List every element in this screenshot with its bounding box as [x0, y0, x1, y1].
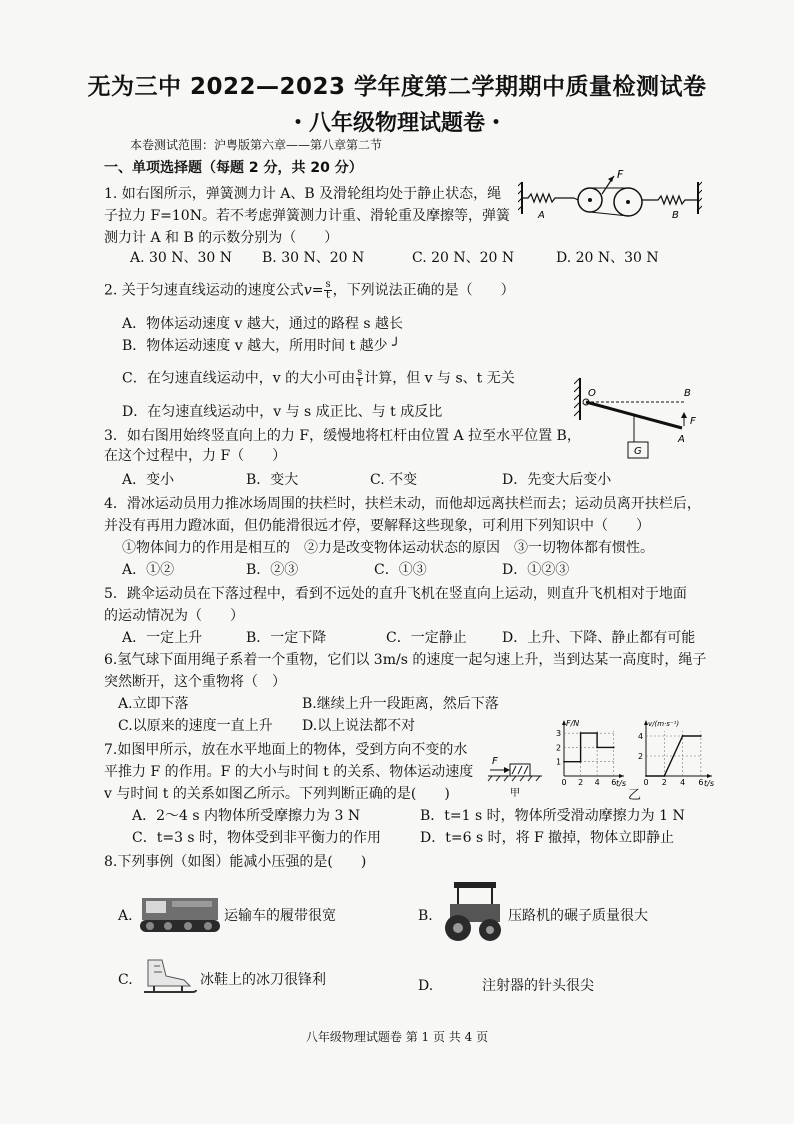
q2-option-c-fraction-den: t: [357, 378, 362, 389]
q3-fig-label-b: B: [684, 388, 691, 399]
q8-option-c-letter: C.: [118, 972, 133, 988]
q3-lever-figure: [574, 376, 704, 464]
q8-option-d: 注射器的针头很尖: [482, 978, 594, 994]
q7-line1: 7.如图甲所示，放在水平地面上的物体，受到方向不变的水: [104, 742, 468, 758]
section-heading: 一、单项选择题（每题 2 分，共 20 分）: [104, 160, 363, 176]
chart-v-point-0: [645, 775, 647, 777]
q2-stem: [104, 280, 515, 301]
q4-line2: 并没有再用力蹬冰面，但仍能滑很远才停，要解释这些现象，可利用下列知识中（ ）: [104, 518, 650, 534]
page-footer: 八年级物理试题卷 第 1 页 共 4 页: [305, 1030, 489, 1044]
q3-line2: 在这个过程中，力 F（ ）: [104, 448, 287, 464]
q2-stem-text-b: ，下列说法正确的是（ ）: [332, 282, 515, 299]
road-roller-icon: [440, 880, 506, 944]
q1-pulley-figure: [518, 168, 702, 228]
chart-f-point-2: [580, 732, 582, 734]
chart-v-point-2: [682, 735, 684, 737]
q6-option-b: B.继续上升一段距离，然后下落: [302, 696, 499, 712]
chart-v-xtick-0: 0: [643, 778, 649, 787]
chart-f-xtick-3: 6: [611, 778, 617, 787]
chart-v-point-3: [700, 735, 702, 737]
q3-fig-label-f: F: [690, 416, 696, 427]
q7-option-c: C．t=3 s 时，物体受到非平衡力的作用: [132, 830, 382, 846]
q6-option-d: D.以上说法都不对: [302, 718, 416, 734]
chart-v-xtick-1: 2: [661, 778, 667, 787]
q2-option-b: B．物体运动速度 v 越大，所用时间 t 越少 ╯: [122, 338, 401, 354]
q1-line2: 子拉力 F=10N。若不考虑弹簧测力计重、滑轮重及摩擦等，弹簧: [104, 208, 510, 224]
chart-f-point-0: [563, 761, 565, 763]
chart-v-xtick-2: 4: [680, 778, 686, 787]
chart-f-point-3: [596, 732, 598, 734]
crawler-truck-icon: [138, 892, 222, 938]
q7-figure-jia: [486, 750, 546, 798]
chart-f-xtick-0: 0: [561, 778, 567, 787]
q2-formula-eq: =: [311, 282, 324, 299]
exam-scope: 本卷测试范围：沪粤版第六章——第八章第二节: [130, 138, 383, 152]
q5-option-b: B．一定下降: [246, 630, 327, 646]
ice-skate-icon: [140, 956, 200, 1000]
q3-fig-label-g: G: [634, 446, 642, 457]
q7-option-d: D．t=6 s 时，将 F 撤掉，物体立即静止: [420, 830, 675, 846]
q3-option-a: A．变小: [122, 472, 175, 488]
q8-stem: 8.下列事例（如图）能减小压强的是( ): [104, 854, 367, 870]
q8-option-a-letter: A.: [118, 908, 133, 924]
q1-fig-label-b: B: [672, 210, 679, 221]
q5-option-a: A．一定上升: [122, 630, 203, 646]
q2-option-c-text-b: 计算，但 v 与 s、t 无关: [364, 370, 515, 387]
chart-f-point-1: [580, 761, 582, 763]
q2-fraction-den: t: [326, 290, 331, 301]
q2-formula-fraction: [324, 280, 331, 301]
exam-title: 无为三中 2022—2023 学年度第二学期期中质量检测试卷: [87, 74, 707, 100]
q1-option-c: C. 20 N、20 N: [412, 250, 515, 266]
q1-option-d: D. 20 N、30 N: [556, 250, 659, 266]
chart-v-ytick-1: 4: [638, 732, 644, 741]
q3-option-c: C. 不变: [370, 472, 418, 488]
q8-option-d-letter: D.: [418, 978, 434, 994]
chart-v-ytick-0: 2: [638, 752, 644, 761]
q7-line3: v 与时间 t 的关系如图乙所示。下列判断正确的是( ): [104, 786, 450, 802]
q7-chart-force-time: [552, 716, 628, 788]
q7-chart-velocity-time: [632, 716, 718, 788]
q1-line3: 测力计 A 和 B 的示数分别为（ ）: [104, 230, 339, 246]
q8-option-b-letter: B.: [418, 908, 433, 924]
chart-v-ylabel: v/(m·s⁻¹): [648, 720, 680, 728]
q2-stem-text-a: 2. 关于匀速直线运动的速度公式: [104, 282, 304, 299]
chart-f-xlabel: t/s: [616, 779, 626, 788]
q4-option-d: D．①②③: [502, 562, 570, 578]
q5-option-d: D．上升、下降、静止都有可能: [502, 630, 696, 646]
chart-f-ytick-2: 3: [556, 729, 562, 739]
q6-option-c: C.以原来的速度一直上升: [118, 718, 273, 734]
chart-v-xtick-3: 6: [698, 778, 704, 787]
q7-fig-label-f: F: [492, 756, 498, 767]
q3-fig-label-o: O: [588, 388, 596, 399]
q8-option-c: 冰鞋上的冰刀很锋利: [200, 972, 326, 988]
q5-option-c: C．一定静止: [386, 630, 467, 646]
q3-option-d: D．先变大后变小: [502, 472, 612, 488]
q5-line2: 的运动情况为（ ）: [104, 608, 244, 624]
q4-option-a: A．①②: [122, 562, 175, 578]
chart-v-point-1: [663, 775, 665, 777]
q2-formula-v: v: [303, 282, 312, 299]
q2-option-a: A．物体运动速度 v 越大，通过的路程 s 越长: [122, 316, 404, 332]
q1-option-b: B. 30 N、20 N: [262, 250, 365, 266]
q2-fraction-num: s: [325, 279, 331, 290]
q7-line2: 平推力 F 的作用。F 的大小与时间 t 的关系、物体运动速度: [104, 764, 474, 780]
q3-line1: 3．如右图用始终竖直向上的力 F，缓慢地将杠杆由位置 A 拉至水平位置 B，: [104, 428, 581, 444]
q6-line2: 突然断开，这个重物将（ ）: [104, 674, 286, 690]
q2-option-c: [122, 368, 515, 389]
q2-option-c-text-a: C．在匀速直线运动中，v 的大小可由: [122, 370, 356, 387]
exam-subtitle: ・八年级物理试题卷・: [286, 111, 507, 136]
q7-fig-yi-label: 乙: [628, 788, 642, 803]
q7-option-b: B．t=1 s 时，物体所受滑动摩擦力为 1 N: [420, 808, 685, 824]
q4-line1: 4．滑冰运动员用力推冰场周围的扶栏时，扶栏未动，而他却远离扶栏而去；运动员离开扶栏后，: [104, 496, 701, 512]
q3-fig-label-a: A: [678, 434, 685, 445]
chart-f-ytick-0: 1: [556, 757, 562, 767]
chart-f-ytick-1: 2: [556, 743, 562, 753]
q2-option-c-fraction: [356, 368, 363, 389]
q1-option-a: A. 30 N、30 N: [130, 250, 233, 266]
chart-v-xlabel: t/s: [704, 779, 714, 788]
q4-knowledge: ①物体间力的作用是相互的 ②力是改变物体运动状态的原因 ③一切物体都有惯性。: [122, 540, 654, 556]
q2-option-d: D．在匀速直线运动中，v 与 s 成正比、与 t 成反比: [122, 404, 443, 420]
q6-line1: 6.氢气球下面用绳子系着一个重物，它们以 3m/s 的速度一起匀速上升，当到达某一高度时，绳子: [104, 652, 707, 668]
chart-f-xtick-2: 4: [594, 778, 600, 787]
q1-fig-label-f: F: [617, 168, 624, 181]
chart-f-point-5: [613, 747, 615, 749]
q7-fig-jia-label: 甲: [510, 788, 520, 798]
q2-option-c-fraction-num: s: [357, 367, 363, 378]
q8-option-a: 运输车的履带很宽: [224, 908, 336, 924]
chart-f-ylabel: F/N: [566, 719, 580, 728]
q8-option-b: 压路机的碾子质量很大: [508, 908, 648, 924]
q3-option-b: B．变大: [246, 472, 299, 488]
chart-f-xtick-1: 2: [578, 778, 584, 787]
q4-option-b: B．②③: [246, 562, 299, 578]
chart-f-point-4: [596, 747, 598, 749]
q1-fig-label-a: A: [538, 210, 545, 221]
q6-option-a: A.立即下落: [118, 696, 189, 712]
q7-option-a: A．2～4 s 内物体所受摩擦力为 3 N: [132, 808, 361, 824]
q5-line1: 5．跳伞运动员在下落过程中，看到不远处的直升飞机在竖直向上运动，则直升飞机相对于地面: [104, 586, 687, 602]
q1-line1: 1. 如右图所示，弹簧测力计 A、B 及滑轮组均处于静止状态，绳: [104, 186, 502, 202]
q4-option-c: C．①③: [374, 562, 427, 578]
